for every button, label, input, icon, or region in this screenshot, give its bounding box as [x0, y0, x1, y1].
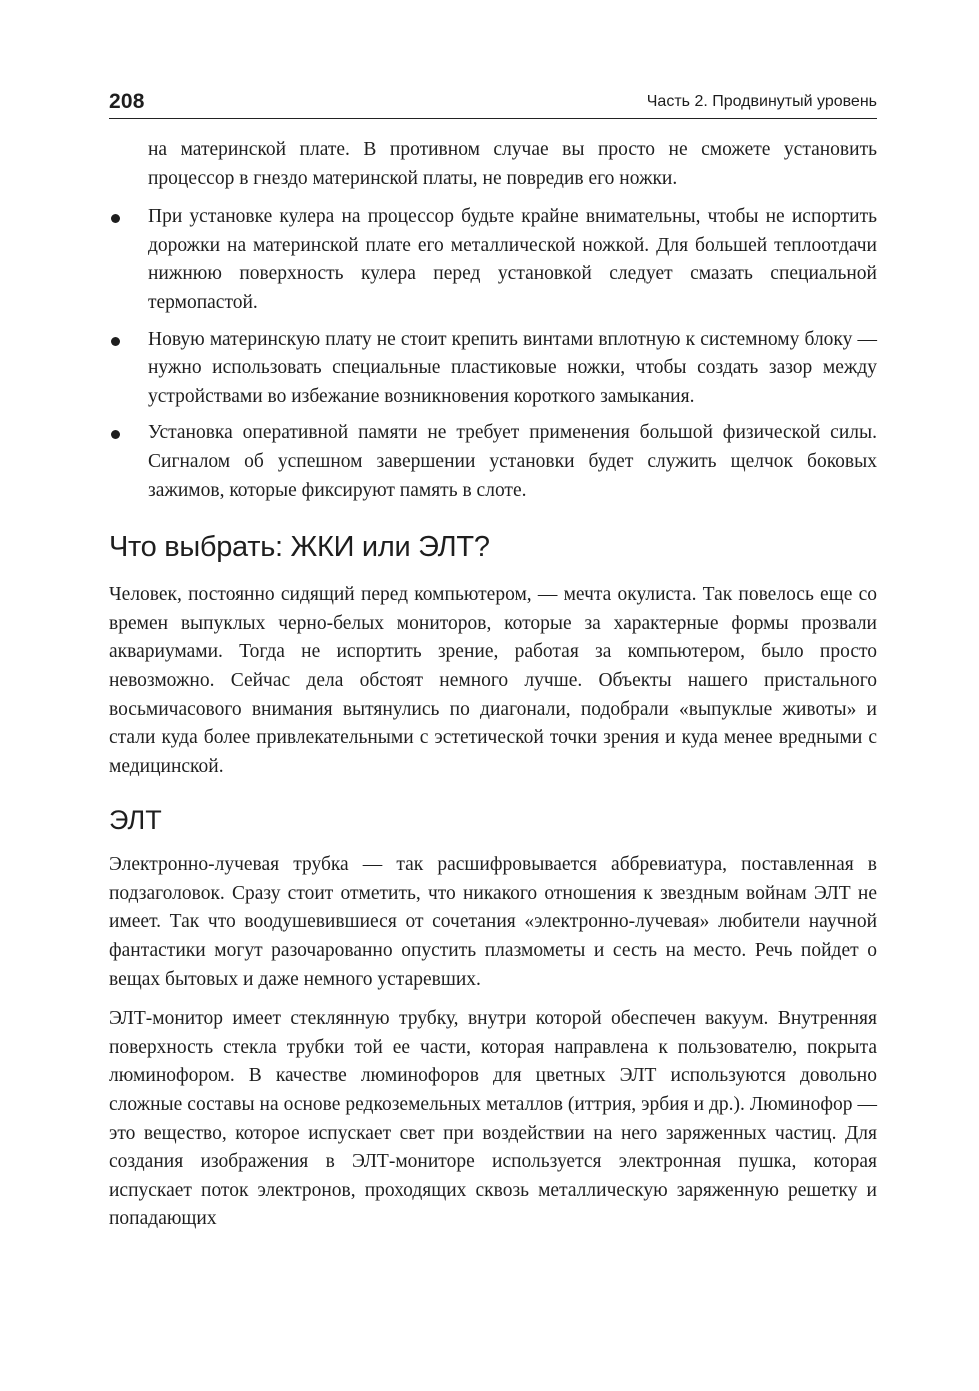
section-heading: Что выбрать: ЖКИ или ЭЛТ? — [109, 531, 490, 564]
body-text — [109, 136, 877, 1234]
bullet-item — [109, 203, 877, 317]
bullet-list — [109, 203, 877, 505]
part-title: Часть 2. Продвинутый уровень — [646, 93, 877, 110]
page-number: 208 — [109, 90, 145, 113]
bullet-dot-icon — [111, 337, 120, 346]
running-head — [109, 84, 877, 119]
subsection-heading: ЭЛТ — [109, 805, 162, 836]
bullet-dot-icon — [111, 430, 120, 439]
bullet-item — [109, 419, 877, 505]
bullet-text: При установке кулера на процессор будьте крайне внимательны, чтобы не испортить дорожки на материнской плате его металлической ножкой. Для большей теплоотдачи нижнюю поверхность кулера перед установкой следует смазать специальной термопастой. — [148, 206, 877, 313]
continuation-text: на материнской плате. В противном случае вы просто не сможете установить процессор в гнездо материнской платы, не повредив его ножки. — [148, 139, 877, 189]
bullet-dot-icon — [111, 214, 120, 223]
section-paragraph: Человек, постоянно сидящий перед компьютером, — мечта окулиста. Так повелось еще со времен выпуклых черно-белых мониторов, которые за характерные формы прозвали аквариумами. Тогда не испортить зрение, работая за компьютером, было просто невозможно. Сейчас дела обстоят немного лучше. Объекты нашего пристального восьмичасового внимания вытянулись по диагонали, подобрали «выпуклые животы» и стали куда более привлекательными с эстетической точки зрения и куда менее вредными с медицинской. — [109, 584, 877, 777]
bullet-text: Новую материнскую плату не стоит крепить винтами вплотную к системному блоку — нужно использовать специальные пластиковые ножки, чтобы создать зазор между устройствами во избежание возникновения короткого замыкания. — [148, 328, 877, 407]
bullet-item — [109, 326, 877, 412]
subsection-paragraph: ЭЛТ-монитор имеет стеклянную трубку, внутри которой обеспечен вакуум. Внутренняя поверхность стекла трубки той ее части, которая направлена к пользователю, покрыта люминофором. В качестве люминофоров для цветных ЭЛТ используются довольно сложные составы на основе редкоземельных металлов (иттрия, эрбия и др.). Люминофор — это вещество, которое испускает свет при воздействии на него заряженных частиц. Для создания изображения в ЭЛТ-мониторе используется электронная пушка, которая испускает поток электронов, проходящих сквозь металлическую заряженную решетку и попадающих — [109, 1008, 877, 1230]
subsection-paragraph: Электронно-лучевая трубка — так расшифровывается аббревиатура, поставленная в подзаголовок. Сразу стоит отметить, что никакого отношения к звездным войнам ЭЛТ не имеет. Так что воодушевившиеся от сочетания «электронно-лучевая» любители научной фантастики могут разочарованно опустить плазмометы и сесть на место. Речь пойдет о вещах бытовых и даже немного устаревших. — [109, 854, 877, 990]
book-page — [109, 84, 877, 1245]
bullet-text: Установка оперативной памяти не требует применения большой физической силы. Сигналом об успешном завершении установки будет служить щелчок боковых зажимов, которые фиксируют память в слоте. — [148, 422, 877, 501]
